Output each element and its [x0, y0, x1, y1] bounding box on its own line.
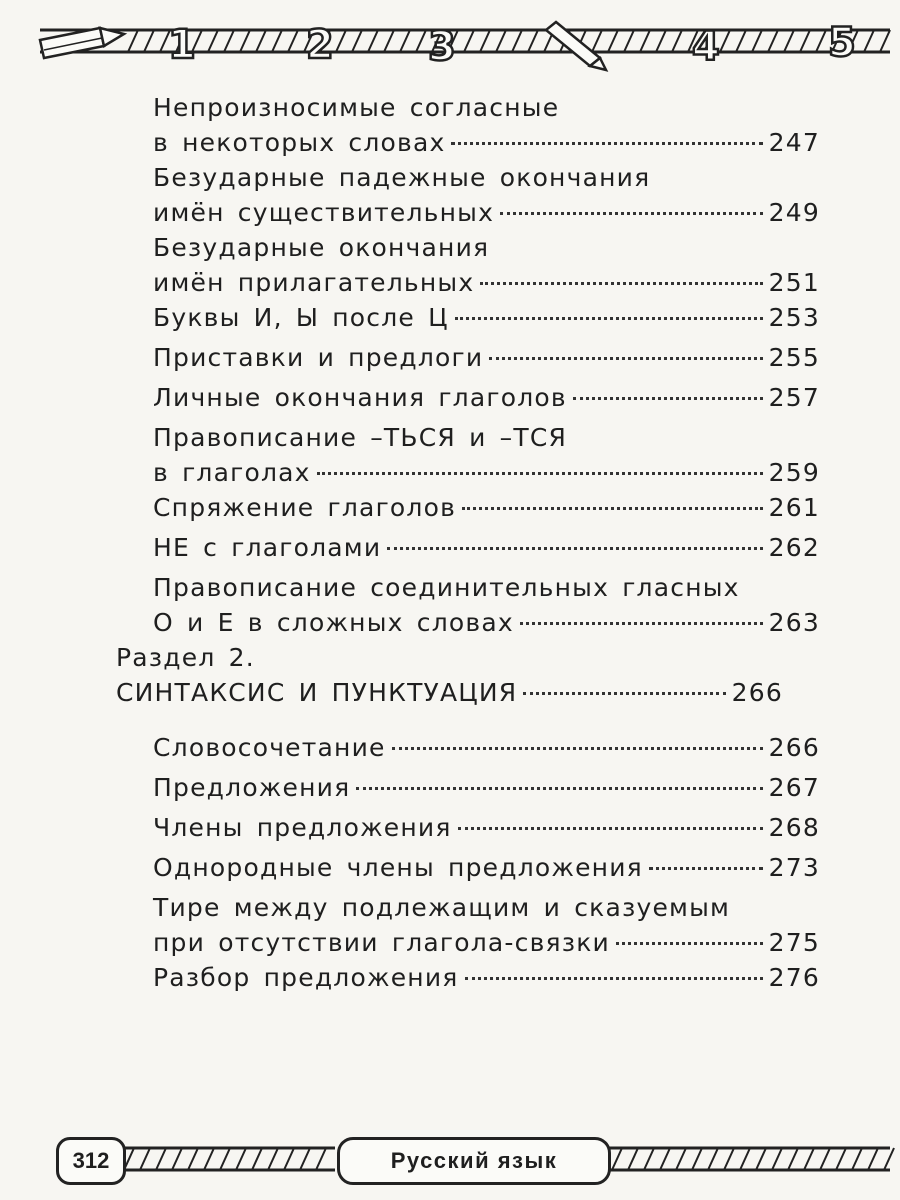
toc-entry-title: Словосочетание	[153, 733, 386, 762]
toc-page-number: 273	[768, 853, 820, 882]
dot-leader	[465, 977, 763, 980]
toc-entry-leader-line	[153, 603, 820, 643]
subject-label: Русский язык	[337, 1137, 611, 1185]
toc-entry-title: Однородные члены предложения	[153, 853, 643, 882]
toc-page-number: 275	[768, 928, 820, 957]
toc-entry-title: Буквы И, Ы после Ц	[153, 303, 449, 332]
toc-entry-leader-line	[153, 768, 820, 808]
toc-page-number: 251	[768, 268, 820, 297]
toc-entry-leader-line	[153, 298, 820, 338]
toc-entry-leader-line	[153, 378, 820, 418]
page-number: 312	[56, 1137, 126, 1185]
toc-entry-leader-line	[153, 263, 820, 303]
dot-leader	[616, 942, 763, 945]
dot-leader	[317, 472, 763, 475]
toc-entry-title-line: Безударные окончания	[153, 233, 490, 262]
toc-entry-title: Члены предложения	[153, 813, 452, 842]
dot-leader	[520, 622, 763, 625]
dot-leader	[500, 212, 763, 215]
toc-entry-title: имён существительных	[153, 198, 495, 227]
toc-page-number: 268	[768, 813, 820, 842]
toc-entry-leader-line	[153, 528, 820, 568]
toc-page-number: 259	[768, 458, 820, 487]
toc-entry-leader-line	[153, 923, 820, 963]
dot-leader	[480, 282, 762, 285]
toc-page-number: 262	[768, 533, 820, 562]
toc-page-number: 266	[768, 733, 820, 762]
toc-entry-leader-line	[153, 123, 820, 163]
header-digit: 4	[692, 24, 720, 70]
toc-entry-title: имён прилагательных	[153, 268, 475, 297]
toc-page-number: 266	[731, 678, 783, 707]
header-decoration	[0, 0, 900, 80]
toc-entry-title-line: Раздел 2.	[116, 643, 255, 672]
dot-leader	[455, 317, 763, 320]
toc-entry-leader-line	[153, 848, 820, 888]
header-digit: 3	[428, 24, 456, 70]
toc-entry-title: Разбор предложения	[153, 963, 459, 992]
toc-entry-leader-line	[153, 193, 820, 233]
toc-entry-leader-line	[153, 338, 820, 378]
toc-entry-title: Спряжение глаголов	[153, 493, 457, 522]
toc-page-number: 263	[768, 608, 820, 637]
toc-entry-title-line: Правописание соединительных гласных	[153, 573, 740, 602]
dot-leader	[451, 142, 762, 145]
toc-page-number: 261	[768, 493, 820, 522]
toc-entry-title: НЕ с глаголами	[153, 533, 382, 562]
toc-entry-title-line: Правописание –ТЬСЯ и –ТСЯ	[153, 423, 568, 452]
toc-entry-leader-line	[153, 808, 820, 848]
toc-entry-leader-line	[153, 958, 820, 998]
header-digit: 5	[828, 20, 856, 66]
header-digit: 2	[306, 22, 334, 68]
toc-entry-leader-line	[153, 488, 820, 528]
dot-leader	[573, 397, 763, 400]
toc-entry-title: Приставки и предлоги	[153, 343, 484, 372]
dot-leader	[387, 547, 762, 550]
toc-entry-leader-line	[153, 453, 820, 493]
toc-entry-title-line: Непроизносимые согласные	[153, 93, 560, 122]
dot-leader	[523, 692, 725, 695]
toc-page-number: 253	[768, 303, 820, 332]
toc-page-number: 257	[768, 383, 820, 412]
toc-page-number: 249	[768, 198, 820, 227]
header-digit: 1	[168, 22, 196, 68]
toc-page-number: 255	[768, 343, 820, 372]
dot-leader	[489, 357, 762, 360]
toc-page-number: 276	[768, 963, 820, 992]
dot-leader	[649, 867, 763, 870]
toc-entry-title: СИНТАКСИС И ПУНКТУАЦИЯ	[116, 678, 518, 707]
toc-entry-leader-line	[116, 673, 783, 713]
toc-entry-title: в глаголах	[153, 458, 311, 487]
toc-page-number: 267	[768, 773, 820, 802]
toc-entry-title-line: Тире между подлежащим и сказуемым	[153, 893, 731, 922]
toc-entry-title: Предложения	[153, 773, 351, 802]
dot-leader	[356, 787, 762, 790]
dot-leader	[462, 507, 763, 510]
dot-leader	[458, 827, 763, 830]
toc-entry-title: в некоторых словах	[153, 128, 446, 157]
toc-entry-title: при отсутствии глагола-связки	[153, 928, 610, 957]
dot-leader	[392, 747, 763, 750]
toc-page-number: 247	[768, 128, 820, 157]
toc-entry-leader-line	[153, 728, 820, 768]
toc-entry-title-line: Безударные падежные окончания	[153, 163, 651, 192]
toc-entry-title: Личные окончания глаголов	[153, 383, 567, 412]
toc-entry-title: О и Е в сложных словах	[153, 608, 514, 637]
